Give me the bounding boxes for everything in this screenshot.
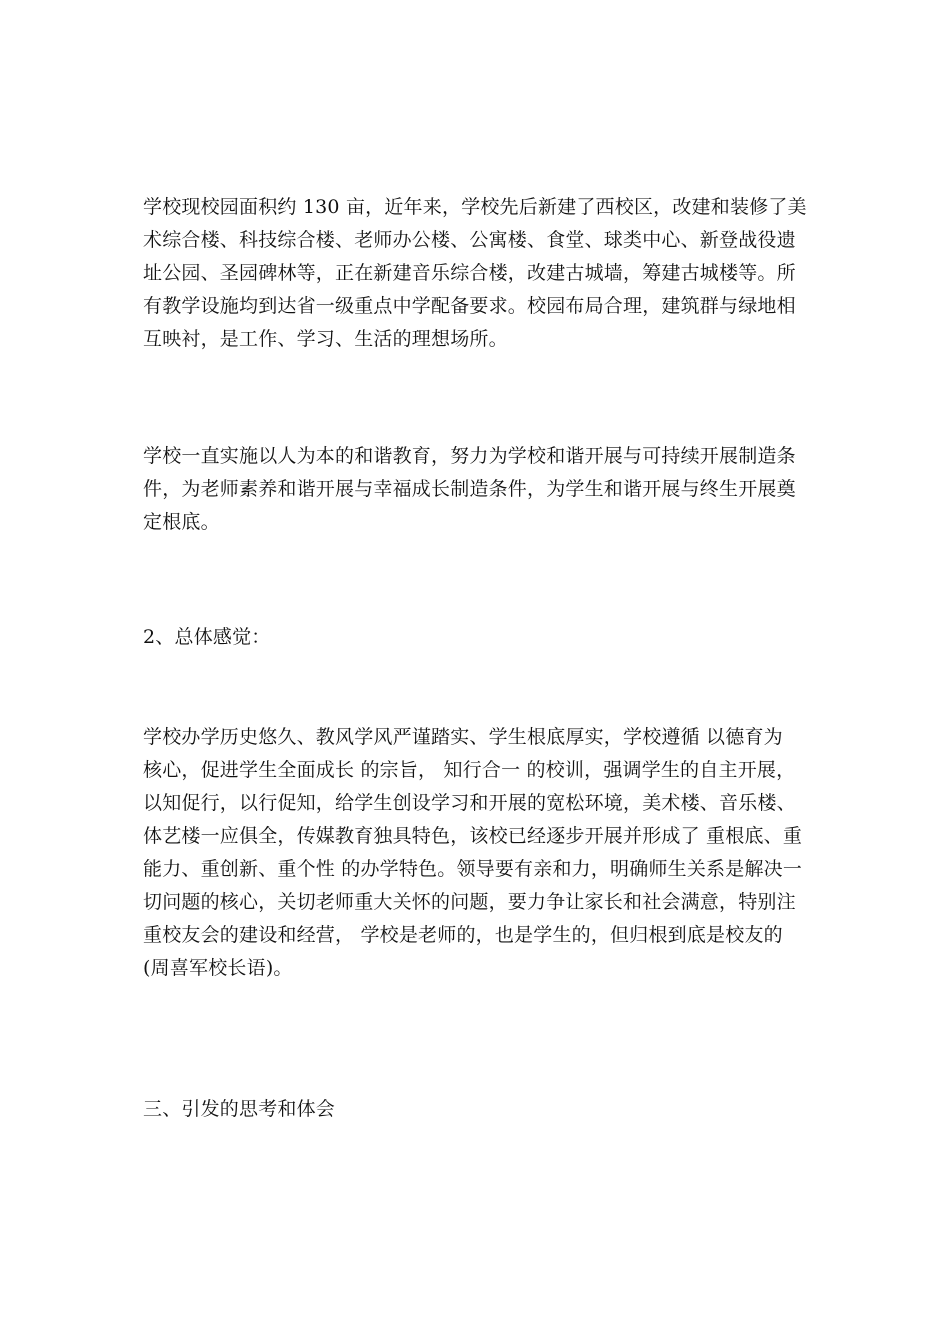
text-line: 核心，促进学生全面成长 的宗旨， 知行合一 的校训，强调学生的自主开展， bbox=[143, 759, 796, 781]
heading-text: 2、总体感觉： bbox=[143, 626, 271, 648]
text-line: 件，为老师素养和谐开展与幸福成长制造条件，为学生和谐开展与终生开展奠 bbox=[143, 478, 796, 500]
text-line: 有教学设施均到达省一级重点中学配备要求。校园布局合理，建筑群与绿地相 bbox=[143, 295, 796, 317]
text-line: 址公园、圣园碑林等，正在新建音乐综合楼，改建古城墙，筹建古城楼等。所 bbox=[143, 262, 796, 284]
heading-text: 三、引发的思考和体会 bbox=[143, 1098, 336, 1120]
text-line: 能力、重创新、重个性 的办学特色。领导要有亲和力，明确师生关系是解决一 bbox=[143, 858, 803, 880]
text-line: 切问题的核心，关切老师重大关怀的问题，要力争让家长和社会满意，特别注 bbox=[143, 891, 796, 913]
paragraph-facilities bbox=[143, 191, 807, 356]
text-line: 以知促行，以行促知，给学生创设学习和开展的宽松环境，美术楼、音乐楼、 bbox=[143, 792, 796, 814]
text-line: 互映衬，是工作、学习、生活的理想场所。 bbox=[143, 328, 508, 350]
text-line: 重校友会的建设和经营， 学校是老师的，也是学生的，但归根到底是校友的 bbox=[143, 924, 783, 946]
text-line: 学校一直实施以人为本的和谐教育，努力为学校和谐开展与可持续开展制造条 bbox=[143, 445, 796, 467]
section-heading-reflections bbox=[143, 1093, 807, 1126]
paragraph-impression bbox=[143, 721, 807, 985]
text-line: 定根底。 bbox=[143, 511, 220, 533]
text-line: (周喜军校长语)。 bbox=[143, 957, 293, 979]
text-line: 学校现校园面积约 130 亩，近年来，学校先后新建了西校区，改建和装修了美 bbox=[143, 196, 807, 218]
text-line: 学校办学历史悠久、教风学风严谨踏实、学生根底厚实，学校遵循 以德育为 bbox=[143, 726, 783, 748]
section-heading-overall-impression bbox=[143, 621, 807, 654]
paragraph-philosophy bbox=[143, 440, 807, 539]
text-line: 术综合楼、科技综合楼、老师办公楼、公寓楼、食堂、球类中心、新登战役遗 bbox=[143, 229, 796, 251]
text-line: 体艺楼一应俱全，传媒教育独具特色，该校已经逐步开展并形成了 重根底、重 bbox=[143, 825, 803, 847]
